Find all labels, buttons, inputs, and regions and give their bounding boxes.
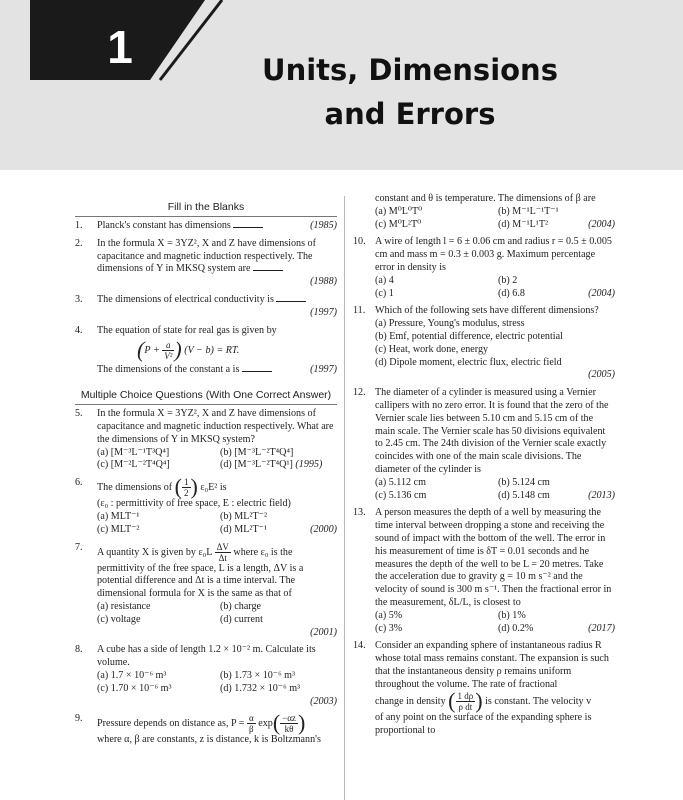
question-2 [75,238,337,289]
q-text: A person measures the depth of a well by measuring the time interval between dropping a stone and receiving the sound of impact with the bottom of the well. The error in his measurement of time is δT = 0.01 seconds and he measures the depth of the well to be L = 20 metres. Take the acceleration due to gravity g = 10 m s⁻² and the velocity of sound is 300 m s⁻¹. Then the fractional error in the measurement, δL/L, is closest to [375,507,612,608]
option-a: (a) resistance [97,600,151,612]
question-9-continued [353,193,615,231]
options [375,610,615,636]
question-8 [75,644,337,708]
q-number: 12. [353,387,366,399]
q-text-2: The dimensions of the constant a is [97,364,240,376]
q-number: 1. [75,220,83,231]
option-a: (a) 5.112 cm [375,476,426,488]
gas-equation: (P + $\frac{a}{\text{V²}}$ ) (V − b) = RT. [137,337,240,363]
option-b: (b) 2 [498,274,518,286]
option-c: (c) MLT⁻² [97,523,140,535]
q-text: where α, β are constants, z is distance, k is Boltzmann's [97,734,321,746]
q-note: (ε₀ : permittivity of free space, E : electric field) [97,498,291,510]
q-year: (2005) [588,369,615,381]
options [375,477,615,503]
question-11 [353,305,615,382]
q-year: (2000) [310,523,337,535]
option-d: (d) 5.148 cm [498,489,550,501]
option-b: (b) ML²T⁻² [220,510,267,522]
question-1 [75,220,337,233]
q-text: The diameter of a cylinder is measured using a Vernier callipers with no zero error. It is found that the zero of the Vernier scale lies between 5.10 cm and 5.15 cm of the main scale. The Vernier scale has 50 divisions equivalent to 2.45 cm. The 24th division of the Vernier scale exactly coincides with one of the main scale divisions. The diameter of the cylinder is [375,387,609,475]
q-year: (2013) [588,489,615,501]
q-number: 6. [75,477,83,489]
q-number: 2. [75,237,83,249]
option-c: (c) Heat, work done, energy [375,343,489,355]
chapter-title: Units, Dimensions and Errors [262,53,558,131]
question-4 [75,325,337,378]
option-b: (b) M⁻¹L⁻¹T⁻¹ [498,205,559,217]
options [97,601,337,627]
option-c: (c) 1 [375,287,394,299]
q-year: (1995) [295,459,323,471]
option-a: (a) [M⁻³L⁻¹T³Q⁴] [97,446,170,458]
right-column [353,193,615,743]
question-6: 6. The dimensions of ( $\frac{1}{2}$ ) ε₀E² is (ε₀ : permittivity of free space, E : electric field) (a) MLT⁻¹ (b) ML²T⁻² (c) MLT⁻² (d) ML²T⁻¹ (2000) [75,474,337,535]
option-a: (a) 5% [375,609,403,621]
question-14: 14. Consider an expanding sphere of instantaneous radius R whose total mass remains constant. The expansion is such that the instantaneous density ρ remains uniform throughout the volume. The rate of fractional change in density ( $\frac{1 d\rho}{\text{ρ dt}}$ ) is constant. The velocity v of any point on the surface of the expanding sphere is proportional to [353,640,615,738]
option-a: (a) M⁰L⁰T⁰ [375,205,423,217]
section-mcq: Multiple Choice Questions (With One Correct Answer) [75,385,337,405]
option-c: (c) 5.136 cm [375,489,427,501]
option-d: (d) [M⁻³L⁻²T⁴Q¹] [220,459,293,471]
q-text: The dimensions of electrical conductivity is [97,293,274,305]
question-13 [353,507,615,635]
q-text: Planck's constant has dimensions [97,220,231,231]
option-c: (c) 1.70 × 10⁻⁶ m³ [97,682,172,694]
option-a: (a) 4 [375,274,394,286]
options [97,511,337,537]
q-number: 10. [353,236,366,248]
options [97,447,337,473]
option-c: (c) voltage [97,613,141,625]
q-text: permittivity of the free space, L is a length, ΔV is a potential difference and Δt is a time interval. The dimensional formula for X is the same as that of [97,562,304,600]
option-d: (d) Dipole moment, electric flux, electric field [375,356,562,368]
q-year: (2004) [588,218,615,230]
question-9: 9. Pressure depends on distance as, P = $\frac{\alpha}{\beta}$ exp( $\frac{-\alpha z}{k\theta}$ ) where α, β are constants, z is distance, k is Boltzmann's [75,713,337,747]
q-text-3: of any point on the surface of the expanding sphere is proportional to [375,712,592,737]
option-b: (b) 5.124 cm [498,476,550,488]
option-a: (a) 1.7 × 10⁻⁶ m³ [97,669,167,681]
q-year: (2001) [310,626,337,638]
options [375,206,615,232]
question-10 [353,236,615,300]
left-column [75,195,337,752]
q-text: Consider an expanding sphere of instantaneous radius R whose total mass remains constant. The expansion is such that the instantaneous density ρ remains uniform throughout the volume. The rate of fractional [375,640,609,690]
q-number: 13. [353,507,366,519]
chapter-number: 1 [107,21,133,73]
option-b: (b) [M⁻³L⁻²T⁴Q⁴] [220,446,294,458]
q-text: A cube has a side of length 1.2 × 10⁻² m. Calculate its volume. [97,644,316,669]
q-year: (2017) [588,622,615,634]
chapter-header [0,0,683,170]
q-number: 3. [75,293,83,305]
q-text: A wire of length l = 6 ± 0.06 cm and radius r = 0.5 ± 0.005 cm and mass m = 0.3 ± 0.003 g. Maximum percentage error in density is [375,236,612,273]
q-year: (1985) [310,220,337,231]
q-year: (1997) [310,306,337,318]
option-d: (d) 6.8 [498,287,525,299]
q-text: In the formula X = 3YZ², X and Z have dimensions of capacitance and magnetic induction respectively. The dimensions of Y in MKSQ system are [97,237,316,275]
question-5 [75,408,337,472]
q-year: (1997) [310,364,337,376]
options [97,670,337,696]
q-text: Which of the following sets have different dimensions? [375,305,599,317]
option-d: (d) M⁻¹L¹T² [498,218,549,230]
q-year: (1988) [310,276,337,288]
q-number: 14. [353,640,366,652]
section-fill-blanks: Fill in the Blanks [75,197,337,217]
q-number: 5. [75,408,83,420]
q-text: In the formula X = 3YZ², X and Z have dimensions of capacitance and magnetic induction respectively. What are the dimensions of Y in MKSQ system? [97,408,334,445]
q-number: 9. [75,713,83,725]
options [375,275,615,301]
column-divider [344,196,345,800]
option-b: (b) charge [220,600,262,612]
option-a: (a) MLT⁻¹ [97,510,140,522]
option-b: (b) 1% [498,609,526,621]
option-a: (a) Pressure, Young's modulus, stress [375,318,525,330]
option-d: (d) 0.2% [498,622,534,634]
q-number: 7. [75,541,83,553]
option-b: (b) 1.73 × 10⁻⁶ m³ [220,669,296,681]
q-year: (2003) [310,695,337,707]
option-c: (c) [M⁻²L⁻²T⁴Q⁴] [97,459,170,471]
option-c: (c) 3% [375,622,403,634]
option-d: (d) current [220,613,263,625]
q-text: constant and θ is temperature. The dimensions of β are [375,193,596,204]
question-7: 7. A quantity X is given by ε₀L $\frac{\Delta V}{\Delta t}$ where ε₀ is the permittivity of the free space, L is a length, ΔV is a potential difference and Δt is a time interval. The dimensional formula for X is the same as that of (a) resistance (b) charge (c) voltage (d) current (2001) [75,541,337,638]
q-text: The equation of state for real gas is given by [97,324,277,336]
option-d: (d) ML²T⁻¹ [220,523,267,535]
question-12 [353,387,615,502]
q-number: 11. [353,305,366,317]
question-3 [75,294,337,320]
option-c: (c) M⁰L²T⁰ [375,218,422,230]
option-d: (d) 1.732 × 10⁻⁶ m³ [220,682,301,694]
q-number: 8. [75,644,83,656]
q-year: (2004) [588,287,615,299]
option-b: (b) Emf, potential difference, electric potential [375,330,563,342]
q-number: 4. [75,324,83,336]
